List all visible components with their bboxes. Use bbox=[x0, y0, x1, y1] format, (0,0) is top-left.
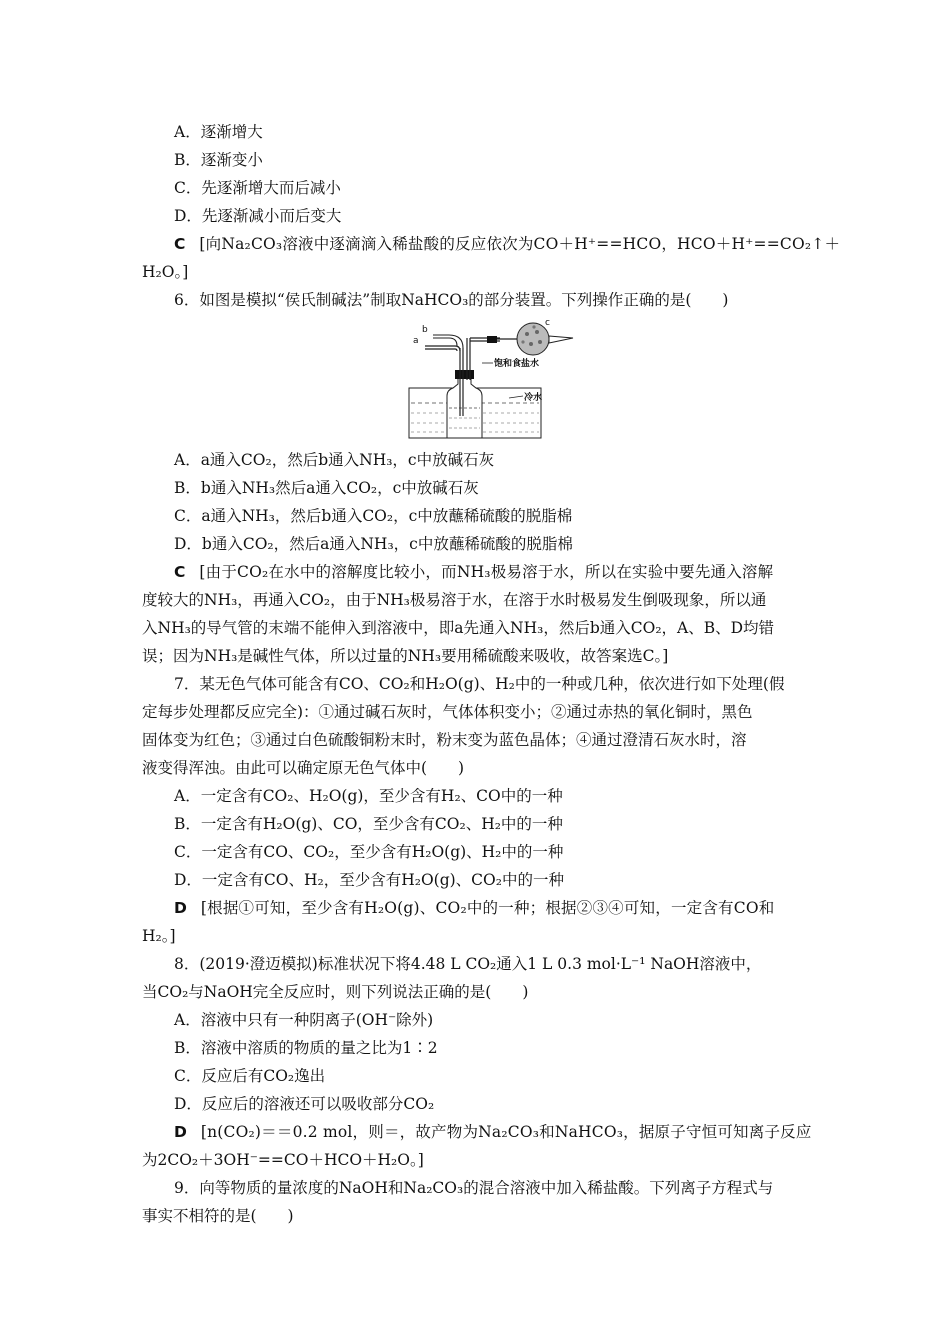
q6-answer-line4: 误；因为NH₃是碱性气体，所以过量的NH₃要用稀硫酸来吸收，故答案选C。] bbox=[142, 647, 669, 665]
apparatus-figure bbox=[405, 318, 580, 443]
q7-stem-line1: 7．某无色气体可能含有CO、CO₂和H₂O(g)、H₂中的一种或几种，依次进行如下处理(假 bbox=[174, 675, 785, 693]
q7-answer bbox=[174, 898, 774, 918]
q5-answer-text: [向Na₂CO₃溶液中逐滴滴入稀盐酸的反应依次为CO＋H⁺==HCO，HCO＋H⁺==CO₂↑＋ bbox=[199, 235, 841, 253]
q8-answer bbox=[174, 1122, 812, 1142]
label-b: b bbox=[422, 325, 428, 335]
q6-answer-line2: 度较大的NH₃，再通入CO₂，由于NH₃极易溶于水，在溶于水时极易发生倒吸现象，所以通 bbox=[142, 591, 767, 609]
q8-option-b: B．溶液中溶质的物质的量之比为1∶2 bbox=[174, 1039, 438, 1057]
q9-stem-line2: 事实不相符的是( ) bbox=[142, 1207, 294, 1225]
q6-answer-text: [由于CO₂在水中的溶解度比较小，而NH₃极易溶于水，所以在实验中要先通入溶解 bbox=[199, 563, 774, 581]
q7-stem-line3: 固体变为红色；③通过白色硫酸铜粉末时，粉末变为蓝色晶体；④通过澄清石灰水时，溶 bbox=[142, 731, 747, 749]
q5-option-a: A．逐渐增大 bbox=[174, 123, 263, 141]
q7-stem-line2: 定每步处理都反应完全)：①通过碱石灰时，气体体积变小；②通过赤热的氧化铜时，黑色 bbox=[142, 703, 753, 721]
q7-stem-line4: 液变得浑浊。由此可以确定原无色气体中( ) bbox=[142, 759, 465, 777]
q6-answer-line3: 入NH₃的导气管的末端不能伸入到溶液中，即a先通入NH₃，然后b通入CO₂，A、B、D均错 bbox=[142, 619, 775, 637]
q8-answer-cont: 为2CO₂＋3OH⁻==CO＋HCO＋H₂O。] bbox=[142, 1151, 424, 1169]
q7-option-a: A．一定含有CO₂、H₂O(g)，至少含有H₂、CO中的一种 bbox=[174, 787, 563, 805]
q8-answer-letter: D bbox=[174, 1123, 187, 1141]
q6-answer-letter: C bbox=[174, 563, 186, 581]
q5-answer-letter: C bbox=[174, 235, 186, 253]
q7-option-c: C．一定含有CO、CO₂，至少含有H₂O(g)、H₂中的一种 bbox=[174, 843, 564, 861]
q6-option-a: A．a通入CO₂，然后b通入NH₃，c中放碱石灰 bbox=[174, 451, 495, 469]
q6-answer bbox=[174, 562, 773, 582]
q6-option-d: D．b通入CO₂，然后a通入NH₃，c中放蘸稀硫酸的脱脂棉 bbox=[174, 535, 573, 553]
q8-option-d: D．反应后的溶液还可以吸收部分CO₂ bbox=[174, 1095, 435, 1113]
q5-answer-cont: H₂O。] bbox=[142, 263, 189, 281]
q8-option-c: C．反应后有CO₂逸出 bbox=[174, 1067, 326, 1085]
q5-option-b: B．逐渐变小 bbox=[174, 151, 263, 169]
q9-stem-line1: 9．向等物质的量浓度的NaOH和Na₂CO₃的混合溶液中加入稀盐酸。下列离子方程式与 bbox=[174, 1179, 774, 1197]
q7-answer-letter: D bbox=[174, 899, 187, 917]
q8-answer-text: [n(CO₂)＝＝0.2 mol，则＝，故产物为Na₂CO₃和NaHCO₃，据原子守恒可知离子反应 bbox=[200, 1123, 812, 1141]
q8-stem-line2: 当CO₂与NaOH完全反应时，则下列说法正确的是( ) bbox=[142, 983, 529, 1001]
q8-option-a: A．溶液中只有一种阴离子(OH⁻除外) bbox=[174, 1011, 434, 1029]
q7-answer-text: [根据①可知，至少含有H₂O(g)、CO₂中的一种；根据②③④可知，一定含有CO和 bbox=[200, 899, 775, 917]
label-cold-water: 冷水 bbox=[524, 393, 543, 403]
q7-option-d: D．一定含有CO、H₂，至少含有H₂O(g)、CO₂中的一种 bbox=[174, 871, 564, 889]
q6-option-b: B．b通入NH₃然后a通入CO₂，c中放碱石灰 bbox=[174, 479, 479, 497]
q6-stem: 6．如图是模拟“侯氏制碱法”制取NaHCO₃的部分装置。下列操作正确的是( ) bbox=[174, 291, 729, 309]
label-a: a bbox=[413, 336, 419, 346]
label-c: c bbox=[545, 318, 550, 328]
label-brine: 饱和食盐水 bbox=[494, 359, 540, 369]
q8-stem-line1: 8．(2019·澄迈模拟)标准状况下将4.48 L CO₂通入1 L 0.3 mol·L⁻¹ NaOH溶液中， bbox=[174, 955, 762, 973]
q6-option-c: C．a通入NH₃，然后b通入CO₂，c中放蘸稀硫酸的脱脂棉 bbox=[174, 507, 573, 525]
q5-answer bbox=[174, 234, 840, 254]
q5-option-d: D．先逐渐减小而后变大 bbox=[174, 207, 342, 225]
q7-answer-cont: H₂。] bbox=[142, 927, 176, 945]
q5-option-c: C．先逐渐增大而后减小 bbox=[174, 179, 341, 197]
q7-option-b: B．一定含有H₂O(g)、CO，至少含有CO₂、H₂中的一种 bbox=[174, 815, 563, 833]
